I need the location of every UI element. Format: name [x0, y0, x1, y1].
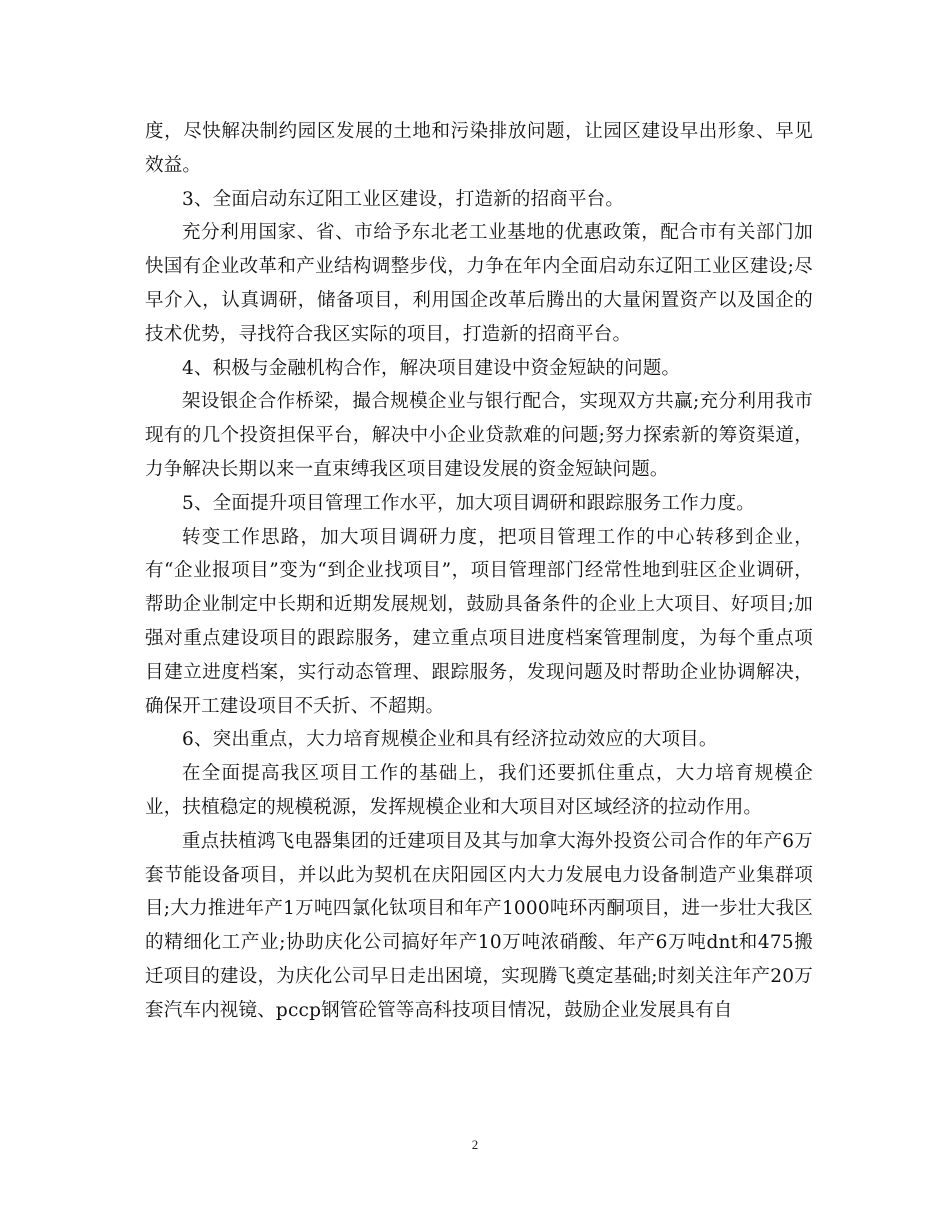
- paragraph: 转变工作思路，加大项目调研力度，把项目管理工作的中心转移到企业，有“企业报项目”变为“到企业找项目”，项目管理部门经常性地到驻区企业调研，帮助企业制定中长期和近期发展规划，鼓励具备条件的企业上大项目、好项目;加强对重点建设项目的跟踪服务，建立重点项目进度档案管理制度，为每个重点项目建立进度档案，实行动态管理、跟踪服务，发现问题及时帮助企业协调解决，确保开工建设项目不夭折、不超期。: [145, 526, 813, 717]
- paragraph: 充分利用国家、省、市给予东北老工业基地的优惠政策，配合市有关部门加快国有企业改革和产业结构调整步伐，力争在年内全面启动东辽阳工业区建设;尽早介入，认真调研，储备项目，利用国企改革后腾出的大量闲置资产以及国企的技术优势，寻找符合我区实际的项目，打造新的招商平台。: [145, 222, 813, 345]
- section-heading: 6、突出重点，大力培育规模企业和具有经济拉动效应的大项目。: [182, 729, 718, 751]
- section-heading: 4、积极与金融机构合作，解决项目建设中资金短缺的问题。: [182, 357, 681, 379]
- section-heading: 3、全面启动东辽阳工业区建设，打造新的招商平台。: [182, 188, 625, 210]
- paragraph: 架设银企合作桥梁，撮合规模企业与银行配合，实现双方共赢;充分利用我市现有的几个投资担保平台，解决中小企业贷款难的问题;努力探索新的筹资渠道，力争解决长期以来一直束缚我区项目建设发展的资金短缺问题。: [145, 391, 813, 480]
- paragraph: 在全面提高我区项目工作的基础上，我们还要抓住重点，大力培育规模企业，扶植稳定的规模税源，发挥规模企业和大项目对区域经济的拉动作用。: [145, 763, 813, 818]
- document-body: [145, 115, 813, 1028]
- paragraph: 重点扶植鸿飞电器集团的迁建项目及其与加拿大海外投资公司合作的年产6万套节能设备项目，并以此为契机在庆阳园区内大力发展电力设备制造产业集群项目;大力推进年产1万吨四氯化钛项目和年产1000吨环丙酮项目，进一步壮大我区的精细化工产业;协助庆化公司搞好年产10万吨浓硝酸、年产6万吨dnt和475搬迁项目的建设，为庆化公司早日走出困境，实现腾飞奠定基础;时刻关注年产20万套汽车内视镜、pccp钢管砼管等高科技项目情况，鼓励企业发展具有自: [145, 830, 813, 1021]
- page-number: 2: [471, 1137, 479, 1152]
- paragraph: 度，尽快解决制约园区发展的土地和污染排放问题，让园区建设早出形象、早见效益。: [145, 121, 813, 176]
- section-heading: 5、全面提升项目管理工作水平，加大项目调研和跟踪服务工作力度。: [182, 492, 755, 514]
